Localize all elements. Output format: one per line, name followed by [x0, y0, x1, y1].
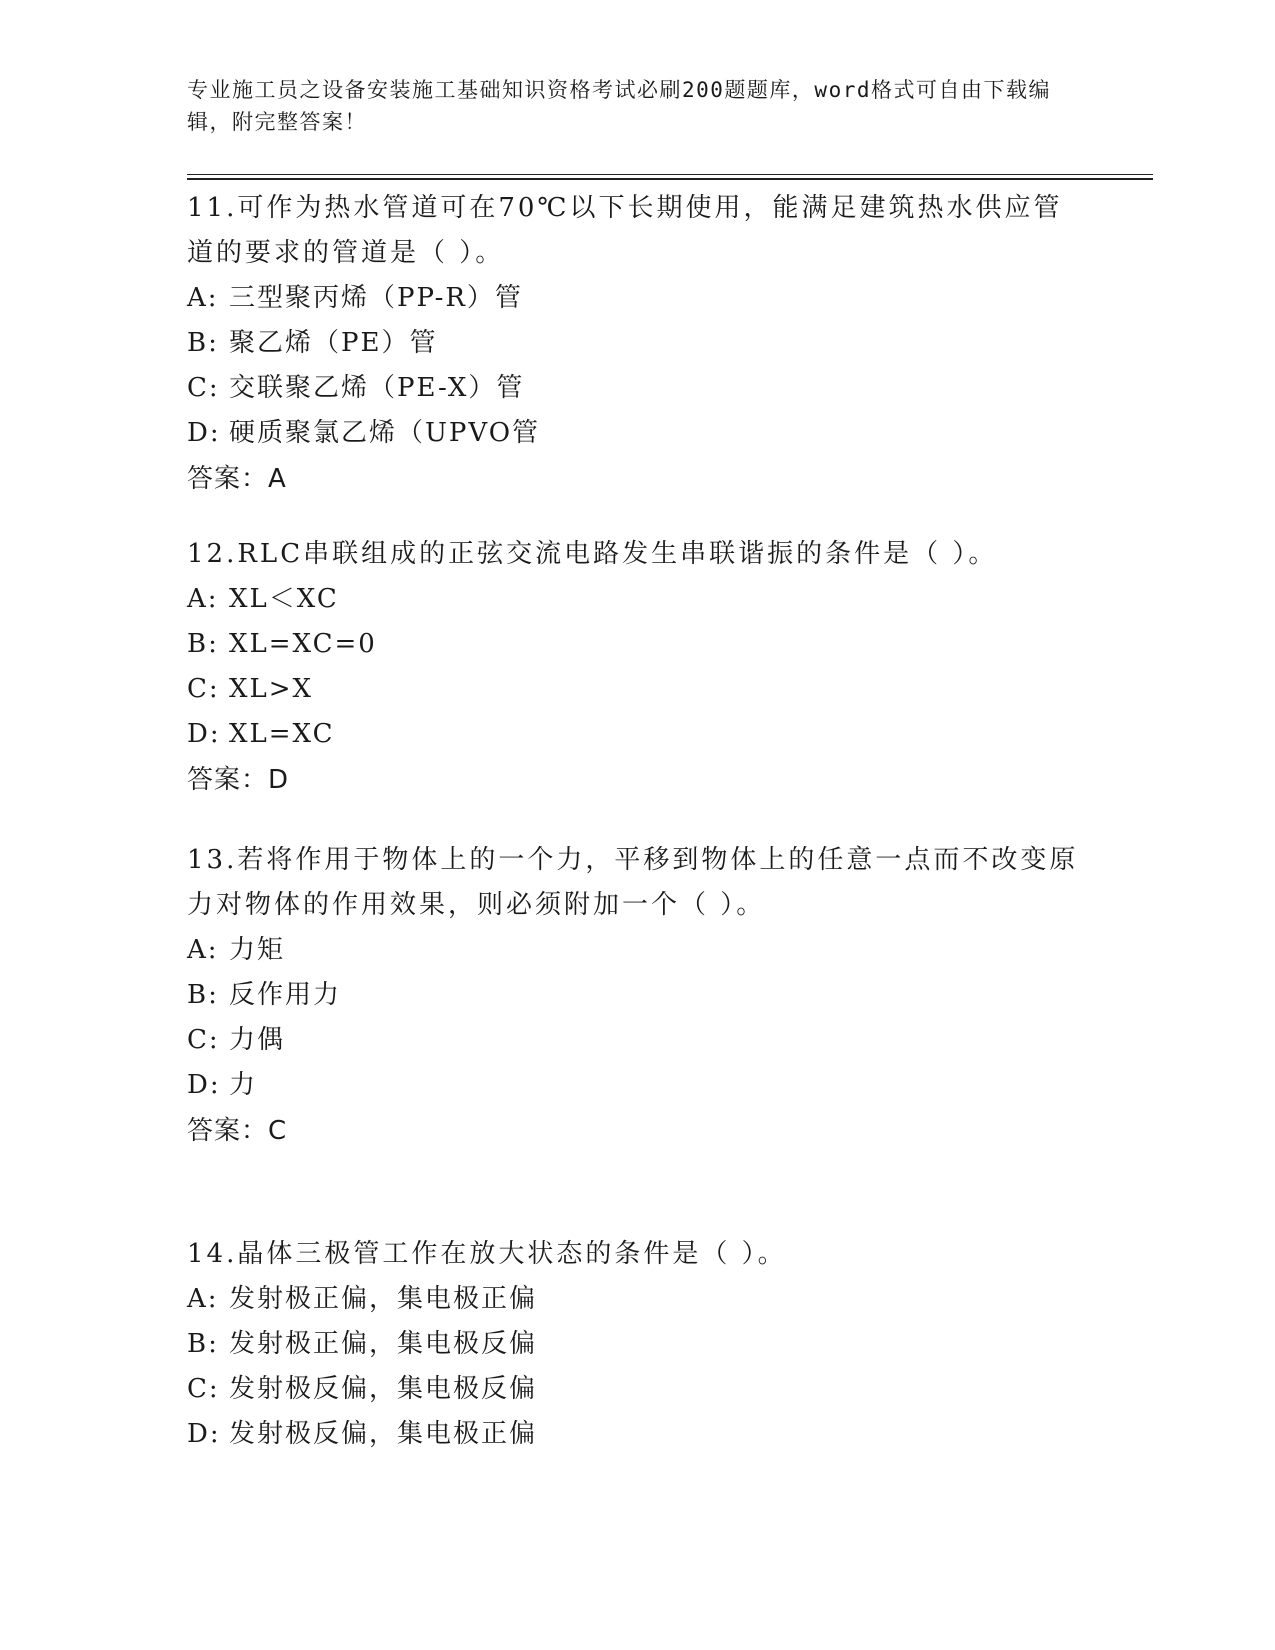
option-label: A: [187, 283, 219, 313]
option-a [187, 577, 1087, 622]
question-stem: 14.晶体三极管工作在放大状态的条件是（ ）。 [187, 1239, 787, 1269]
question-12 [187, 532, 1087, 803]
option-label: D: [187, 418, 221, 448]
answer-line: 答案：C [187, 1116, 288, 1146]
option-text: 发射极反偏，集电极反偏 [229, 1374, 538, 1404]
option-text: 力矩 [229, 935, 286, 965]
question-14 [187, 1232, 1087, 1457]
option-text: 交联聚乙烯（PE-X）管 [229, 373, 525, 403]
option-label: C: [187, 674, 220, 704]
option-text: 发射极正偏，集电极正偏 [229, 1284, 538, 1314]
option-text: 三型聚丙烯（PP-R）管 [229, 283, 523, 313]
option-d [187, 1063, 1087, 1108]
option-label: A: [187, 1284, 219, 1314]
question-stem: 12.RLC串联组成的正弦交流电路发生串联谐振的条件是（ ）。 [187, 539, 998, 569]
option-label: D: [187, 1070, 221, 1100]
option-d [187, 1412, 1087, 1457]
option-label: C: [187, 1025, 220, 1055]
option-a [187, 1277, 1087, 1322]
option-a [187, 928, 1087, 973]
question-stem: 11.可作为热水管道可在70℃以下长期使用，能满足建筑热水供应管道的要求的管道是（ ）。 [187, 193, 1063, 268]
answer-line: 答案：D [187, 765, 290, 795]
option-text: 硬质聚氯乙烯（UPVO管 [229, 418, 541, 448]
option-b [187, 622, 1087, 667]
option-label: A: [187, 584, 219, 614]
option-text: XL＜XC [229, 584, 339, 614]
option-c [187, 366, 1087, 411]
answer-line: 答案：A [187, 464, 287, 494]
option-label: D: [187, 1419, 221, 1449]
header-divider-thin [187, 174, 1153, 175]
option-b [187, 321, 1087, 366]
option-text: 发射极正偏，集电极反偏 [229, 1329, 538, 1359]
option-label: B: [187, 629, 219, 659]
question-stem: 13.若将作用于物体上的一个力，平移到物体上的任意一点而不改变原力对物体的作用效果，则必须附加一个（ ）。 [187, 845, 1079, 920]
option-label: C: [187, 373, 220, 403]
option-c [187, 667, 1087, 712]
option-d [187, 411, 1087, 456]
header-divider-thick [187, 178, 1153, 180]
option-c [187, 1018, 1087, 1063]
option-label: B: [187, 328, 219, 358]
option-label: B: [187, 1329, 219, 1359]
option-text: 反作用力 [229, 980, 342, 1010]
question-13 [187, 838, 1087, 1154]
option-a [187, 276, 1087, 321]
option-text: XL>X [229, 674, 314, 704]
option-d [187, 712, 1087, 757]
option-label: A: [187, 935, 219, 965]
option-label: D: [187, 719, 221, 749]
option-b [187, 1322, 1087, 1367]
document-header: 专业施工员之设备安装施工基础知识资格考试必刷200题题库，word格式可自由下载编辑，附完整答案！ [187, 78, 1051, 134]
question-11 [187, 186, 1087, 502]
option-label: C: [187, 1374, 220, 1404]
option-text: 聚乙烯（PE）管 [229, 328, 438, 358]
option-c [187, 1367, 1087, 1412]
option-b [187, 973, 1087, 1018]
option-label: B: [187, 980, 219, 1010]
option-text: 力偶 [229, 1025, 286, 1055]
option-text: XL=XC [229, 719, 335, 749]
option-text: 力 [229, 1070, 258, 1100]
option-text: XL=XC=0 [229, 629, 377, 659]
option-text: 发射极反偏，集电极正偏 [229, 1419, 538, 1449]
